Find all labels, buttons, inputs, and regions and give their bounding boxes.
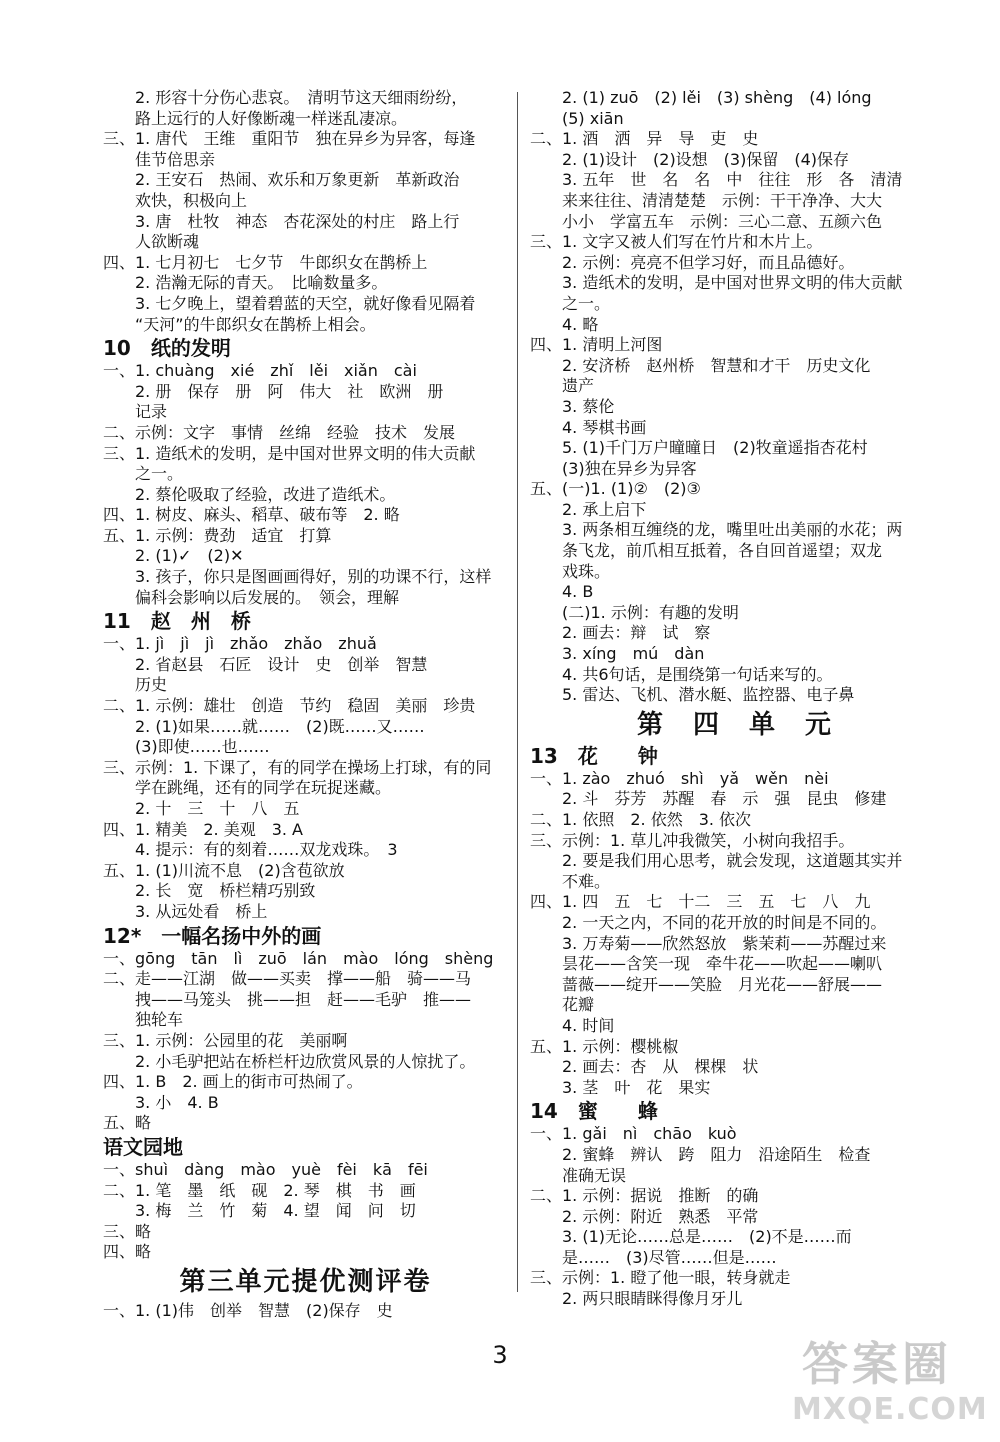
answer-line: 昙花——含笑一现 牵牛花——吹起——喇叭	[530, 954, 883, 974]
lesson-heading: 14 蜜 蜂	[530, 1099, 658, 1124]
answer-line: 3. 造纸术的发明，是中国对世界文明的伟大贡献	[530, 273, 903, 293]
answer-line: 一、1. jì jì jì zhǎo zhǎo zhuǎ	[103, 634, 377, 654]
answer-line: 三、示例：1. 瞪了他一眼，转身就走	[530, 1268, 791, 1288]
answer-line: 四、1. 清明上河图	[530, 335, 663, 355]
answer-line: 2. 承上启下	[530, 499, 647, 519]
watermark-text: 答案圈	[802, 1337, 952, 1391]
answer-line: 2. 一天之内，不同的花开放的时间是不同的。	[530, 912, 887, 932]
answer-line: 不难。	[530, 871, 611, 891]
answer-line: 3. 两条相互缠绕的龙，嘴里吐出美丽的水花；两	[530, 520, 903, 540]
answer-line: 条飞龙，前爪相互抵着，各自回首遥望；双龙	[530, 541, 883, 561]
answer-line: 是…… (3)尽管……但是……	[530, 1247, 777, 1267]
answer-line: 五、1. 示例：费劲 适宜 打算	[103, 525, 332, 545]
answer-line: 学在跳绳，还有的同学在玩捉迷藏。	[103, 778, 392, 798]
answer-line: 欢快，积极向上	[103, 190, 248, 210]
answer-line: 2. 浩瀚无际的青天。 比喻数量多。	[103, 273, 388, 293]
answer-line: 二、1. 酒 洒 异 导 吏 史	[530, 129, 759, 149]
answer-line: 2. (1)如果……就…… (2)既……又……	[103, 716, 425, 736]
answer-line: 3. (1)无论……总是…… (2)不是……而	[530, 1227, 852, 1247]
answer-line: 4. 时间	[530, 1015, 615, 1035]
answer-line: 3. 七夕晚上，望着碧蓝的天空，就好像看见隔着	[103, 293, 476, 313]
answer-line: 3. 唐 杜牧 神态 杏花深处的村庄 路上行	[103, 211, 460, 231]
answer-line: 2. 册 保存 册 阿 伟大 社 欧洲 册	[103, 381, 444, 401]
answer-line: 3. 梅 兰 竹 菊 4. 望 闻 问 切	[103, 1201, 416, 1221]
answer-line: 2. 画去：辩 试 察	[530, 623, 711, 643]
answer-line: 2. 两只眼睛眯得像月牙儿	[530, 1289, 743, 1309]
answer-line: 二、1. 依照 2. 依然 3. 依次	[530, 810, 752, 829]
answer-line: 历史	[103, 675, 168, 695]
answer-line: 一、1. chuàng xié zhǐ lěi xiǎn cài	[103, 361, 417, 381]
answer-line: 遗产	[530, 376, 595, 396]
answer-line: (5) xiān	[530, 108, 624, 128]
answer-line: 记录	[103, 402, 168, 422]
answer-line: 三、略	[103, 1221, 152, 1241]
answer-line: 2. 画去：杏 从 棵棵 状	[530, 1057, 759, 1077]
unit-heading: 第 四 单 元	[636, 709, 833, 740]
answer-line: 2. (1)✓ (2)✕	[103, 546, 244, 566]
lesson-heading: 10 纸的发明	[103, 336, 231, 361]
answer-line: 3. 小 4. B	[103, 1092, 219, 1112]
answer-line: 四、1. 四 五 七 十二 三 五 七 八 九	[530, 892, 871, 912]
answer-line: 四、1. B 2. 画上的街市可热闹了。	[103, 1072, 363, 1092]
answer-line: 一、shuì dàng mào yuè fèi kā fēi	[103, 1159, 428, 1179]
answer-line: 4. 琴棋书画	[530, 417, 647, 437]
answer-line: 五、略	[103, 1113, 152, 1133]
answer-line: 一、1. gǎi nì chāo kuò	[530, 1124, 737, 1144]
answer-line: 2. (1)设计 (2)设想 (3)保留 (4)保存	[530, 149, 850, 169]
answer-line: 5. (1)千门万户曈曈日 (2)牧童遥指杏花村	[530, 438, 868, 458]
watermark-logo	[782, 1318, 992, 1438]
answer-line: 2. 斗 芬芳 苏醒 春 示 强 昆虫 修建	[530, 789, 887, 809]
answer-line: 2. 安济桥 赵州桥 智慧和才干 历史文化	[530, 355, 871, 375]
answer-line: 花瓣	[530, 995, 595, 1015]
answer-line: 2. 省赵县 石匠 设计 史 创举 智慧	[103, 654, 428, 674]
answer-line: 路上远行的人好像断魂一样迷乱凄凉。	[103, 108, 408, 128]
answer-line: 之一。	[530, 293, 611, 313]
answer-line: 五、1. (1)川流不息 (2)含苞欲放	[103, 860, 345, 880]
answer-line: 2. 蔡伦吸取了经验，改进了造纸术。	[103, 484, 396, 504]
answer-line: 二、示例：文字 事情 丝绵 经验 技术 发展	[103, 422, 456, 442]
answer-line: “天河”的牛郎织女在鹊桥上相会。	[103, 314, 376, 334]
answer-line: 一、1. (1)伟 创举 智慧 (2)保存 史	[103, 1300, 393, 1320]
lesson-heading: 11 赵 州 桥	[103, 609, 251, 634]
answer-line: 3. 从远处看 桥上	[103, 901, 268, 921]
column-divider	[517, 92, 518, 1292]
answer-line: 3. xíng mú dàn	[530, 644, 705, 664]
answer-line: 偏科会影响以后发展的。 领会，理解	[103, 587, 400, 607]
answer-line: 2. 形容十分伤心悲哀。 清明节这天细雨纷纷，	[103, 88, 468, 107]
answer-line: 五、(一)1. (1)② (2)③	[530, 479, 701, 499]
answer-line: 2. 小毛驴把站在桥栏杆边欣赏风景的人惊扰了。	[103, 1051, 476, 1071]
answer-line: 2. 王安石 热闹、欢乐和万象更新 革新政治	[103, 170, 460, 190]
answer-line: 2. 示例：附近 熟悉 平常	[530, 1206, 759, 1226]
answer-line: 3. 茎 叶 花 果实	[530, 1077, 711, 1097]
lesson-heading: 语文园地	[103, 1134, 183, 1159]
answer-line: 三、1. 文字又被人们写在竹片和木片上。	[530, 232, 823, 252]
answer-line: 四、略	[103, 1242, 152, 1262]
answer-line: 5. 雷达、飞机、潜水艇、监控器、电子鼻	[530, 685, 855, 705]
answer-line: 准确无误	[530, 1165, 627, 1185]
answer-line: 3. 蔡伦	[530, 396, 615, 416]
answer-line: 之一。	[103, 464, 184, 484]
answer-line: 三、1. 唐代 王维 重阳节 独在异乡为异客，每逢	[103, 129, 476, 149]
answer-line: 一、gōng tān lì zuō lán mào lóng shèng	[103, 948, 494, 968]
answer-line: 2. 要是我们用心思考，就会发现，这道题其实并	[530, 851, 903, 871]
answer-line: 2. 蜜蜂 辨认 跨 阻力 沿途陌生 检查	[530, 1144, 871, 1164]
answer-line: 五、1. 示例：樱桃椒	[530, 1036, 679, 1056]
answer-line: (3)独在异乡为异客	[530, 458, 697, 478]
answer-line: 四、1. 精美 2. 美观 3. A	[103, 819, 304, 839]
answer-line: 人欲断魂	[103, 232, 200, 252]
answer-line: 4. 共6句话，是围绕第一句话来写的。	[530, 664, 833, 684]
answer-line: 一、1. zào zhuó shì yǎ wěn nèi	[530, 768, 829, 788]
answer-line: 2. 长 宽 桥栏精巧别致	[103, 881, 316, 901]
unit-heading: 第三单元提优测评卷	[179, 1266, 432, 1297]
answer-line: 二、1. 笔 墨 纸 砚 2. 琴 棋 书 画	[103, 1180, 416, 1200]
page-number: 3	[492, 1341, 508, 1369]
answer-line: 三、1. 示例：公园里的花 美丽啊	[103, 1030, 348, 1050]
answer-line: 三、1. 造纸术的发明，是中国对世界文明的伟大贡献	[103, 443, 476, 463]
answer-line: 戏珠。	[530, 561, 611, 581]
answer-line: (二)1. 示例：有趣的发明	[530, 602, 739, 622]
watermark-url: MXQE.COM	[792, 1392, 988, 1427]
answer-line: 三、示例：1. 草儿冲我微笑，小树向我招手。	[530, 830, 855, 850]
answer-line: (3)即使……也……	[103, 737, 270, 757]
answer-line: 4. 提示：有的刻着……双龙戏珠。 3	[103, 840, 398, 860]
answer-line: 2. (1) zuō (2) lěi (3) shèng (4) lóng	[530, 88, 872, 107]
answer-line: 独轮车	[103, 1010, 184, 1030]
lesson-heading: 13 花 钟	[530, 743, 658, 768]
answer-line: 来来往往、清清楚楚 示例：干干净净、大大	[530, 190, 883, 210]
answer-line: 三、示例：1. 下课了，有的同学在操场上打球，有的同	[103, 757, 492, 777]
answer-line: 4. 略	[530, 314, 599, 334]
answer-line: 3. 五年 世 名 名 中 往往 形 各 清清	[530, 170, 903, 190]
answer-line: 四、1. 树皮、麻头、稻草、破布等 2. 略	[103, 505, 400, 525]
lesson-heading: 12* 一幅名扬中外的画	[103, 923, 322, 948]
answer-line: 3. 孩子，你只是图画画得好，别的功课不行，这样	[103, 567, 492, 587]
answer-line: 小小 学富五车 示例：三心二意、五颜六色	[530, 211, 883, 231]
answer-line: 蔷薇——绽开——笑脸 月光花——舒展——	[530, 974, 883, 994]
answer-line: 二、走——江湖 做——买卖 撑——船 骑——马	[103, 969, 472, 989]
answer-line: 四、1. 七月初七 七夕节 牛郎织女在鹊桥上	[103, 252, 428, 272]
answer-line: 4. B	[530, 582, 594, 602]
answer-line: 拽——马笼头 挑——担 赶——毛驴 推——	[103, 989, 472, 1009]
answer-line: 2. 示例：亮亮不但学习好，而且品德好。	[530, 252, 855, 272]
answer-line: 二、1. 示例：雄壮 创造 节约 稳固 美丽 珍贵	[103, 696, 476, 716]
answer-line: 佳节倍思亲	[103, 149, 216, 169]
answer-line: 二、1. 示例：据说 推断 的确	[530, 1186, 759, 1206]
answer-line: 2. 十 三 十 八 五	[103, 799, 300, 818]
answer-line: 3. 万寿菊——欣然怒放 紫茉莉——苏醒过来	[530, 933, 887, 953]
right-column	[530, 88, 940, 1310]
left-column	[103, 88, 508, 1321]
